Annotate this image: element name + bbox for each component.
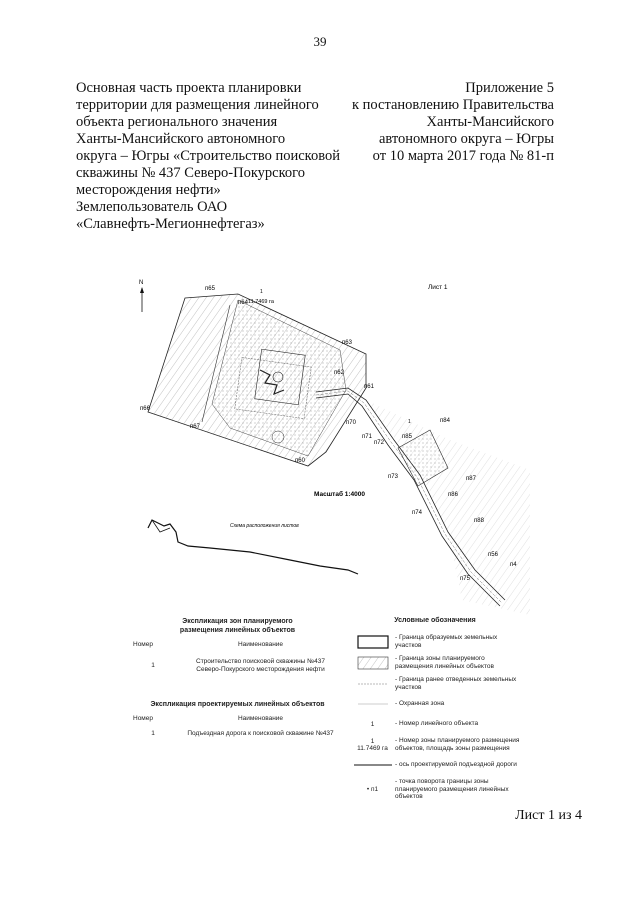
header-right-line: Приложение 5	[465, 80, 554, 96]
boundary-new-symbol	[357, 635, 389, 649]
point-label: п75	[460, 576, 470, 582]
point-label: п85	[402, 434, 412, 440]
legend-text: - Граница образуемых земельных участков	[395, 634, 498, 649]
point-label: п61	[364, 384, 374, 390]
point-label: п86	[448, 492, 458, 498]
legend-title: Условные обозначения	[394, 617, 476, 624]
legend-text: - Граница ранее отведенных земельных участков	[395, 676, 517, 691]
header-right-line: автономного округа – Югры	[378, 131, 554, 147]
point-label: п71	[362, 434, 372, 440]
header-left-line: Основная часть проекта планировки	[76, 80, 302, 96]
legend-text: - Граница зоны планируемого размещения линейных объектов	[395, 655, 494, 670]
point-label: п67	[190, 424, 200, 430]
zones-table	[130, 639, 345, 676]
table-header-row	[130, 713, 345, 724]
north-arrow-icon	[139, 280, 144, 312]
prior-boundary-symbol	[357, 680, 389, 688]
point-label: п66	[140, 406, 150, 412]
legend-text: - точка поворота границы зоны планируемого размещения линейных объектов	[395, 778, 509, 800]
row-number: 1	[151, 730, 155, 737]
point-label: п73	[388, 474, 398, 480]
header-left-line: объекта регионального значения	[76, 114, 278, 130]
point-label: п62	[334, 370, 344, 376]
point-label: п4	[510, 562, 517, 568]
zones-explication-title	[130, 617, 345, 635]
legend-text: - Охранная зона	[395, 700, 445, 708]
legend-item	[350, 778, 520, 801]
point-label: п64	[238, 300, 248, 306]
legend-item	[350, 676, 520, 691]
col-name-header: Наименование	[237, 641, 284, 648]
table-row	[130, 650, 345, 676]
zone-area-symbol: 11.7469 га	[357, 744, 388, 752]
point-label: п56	[488, 552, 498, 558]
legend-item	[350, 717, 520, 731]
row-name-line: Северо-Покурского месторождения нефти	[196, 666, 325, 673]
object-number-symbol: 1	[370, 720, 375, 728]
point-label: п60	[295, 458, 305, 464]
header-left-line: округа – Югры «Строительство поисковой	[76, 148, 340, 164]
table-header-row	[130, 639, 345, 650]
legend-item	[350, 634, 520, 649]
legend-item	[350, 758, 520, 772]
legend	[350, 617, 520, 807]
header-left-line: скважины № 437 Северо-Покурского	[76, 165, 306, 181]
table-row	[130, 724, 345, 739]
header-right	[324, 80, 554, 165]
row-name: Подъездная дорога к поисковой скважине №437	[187, 730, 334, 737]
zone-number-area-symbol	[350, 738, 395, 752]
zone-number-label: 1	[260, 289, 263, 295]
header-right-line: Ханты-Мансийского	[426, 114, 554, 130]
point-label: п63	[342, 340, 352, 346]
header-left-line: территории для размещения линейного	[76, 97, 319, 113]
parcel-boundary	[148, 294, 366, 466]
legend-text: - ось проектируемой подъездной дороги	[395, 761, 517, 769]
zones-title-line: размещения линейных объектов	[179, 627, 296, 634]
row-number: 1	[151, 662, 155, 669]
objects-explication	[130, 700, 345, 739]
zones-title-line: Экспликация зон планируемого	[182, 618, 293, 625]
point-label: п65	[205, 286, 215, 292]
point-label: п84	[440, 418, 450, 424]
scale-label: Масштаб 1:4000	[314, 491, 366, 498]
legend-item	[350, 697, 520, 711]
sheet-label: Лист 1	[428, 284, 448, 291]
turn-point-label: п1	[370, 785, 379, 793]
point-label: п88	[474, 518, 484, 524]
point-label: п87	[466, 476, 476, 482]
point-label: п70	[346, 420, 356, 426]
segment-label: 1	[408, 419, 411, 425]
header-right-line: от 10 марта 2017 года № 81-п	[372, 148, 554, 164]
scheme-label: Схема расположения листов	[230, 523, 299, 529]
point-label: п74	[412, 510, 422, 516]
objects-explication-title: Экспликация проектируемых линейных объектов	[150, 701, 325, 708]
row-name-line: Строительство поисковой скважины №437	[196, 658, 325, 665]
zone-area-label: 11.7469 га	[248, 299, 274, 305]
objects-table	[130, 713, 345, 739]
site-plan-map	[130, 270, 530, 615]
zone-number-symbol: 1	[370, 737, 375, 745]
point-label: п72	[374, 440, 384, 446]
col-number-header: Номер	[133, 641, 154, 648]
legend-item	[350, 655, 520, 670]
page-number: 39	[313, 34, 327, 49]
turn-point-symbol: • п1	[366, 785, 379, 793]
header-left-line: Ханты-Мансийского автономного	[76, 131, 286, 147]
col-name-header: Наименование	[237, 715, 284, 722]
header-left-line: «Славнефть-Мегионнефтегаз»	[76, 216, 265, 232]
header-left-line: месторождения нефти»	[76, 182, 221, 198]
legend-text: - Номер линейного объекта	[395, 720, 479, 728]
road-axis-symbol	[353, 762, 393, 768]
protection-zone-symbol	[357, 700, 389, 708]
sheet-scheme	[148, 520, 358, 574]
header-right-line: к постановлению Правительства	[352, 97, 554, 113]
legend-item	[350, 737, 520, 752]
zone-boundary-symbol	[357, 656, 389, 670]
header-left-line: Землепользователь ОАО	[76, 199, 228, 215]
sheet-footer: Лист 1 из 4	[515, 808, 582, 823]
row-name	[176, 650, 345, 676]
svg-text:N: N	[139, 280, 144, 286]
legend-text: - Номер зоны планируемого размещения объектов, площадь зоны размещения	[395, 737, 520, 752]
col-number-header: Номер	[133, 715, 154, 722]
header-left	[76, 80, 340, 233]
zones-explication	[130, 617, 345, 676]
